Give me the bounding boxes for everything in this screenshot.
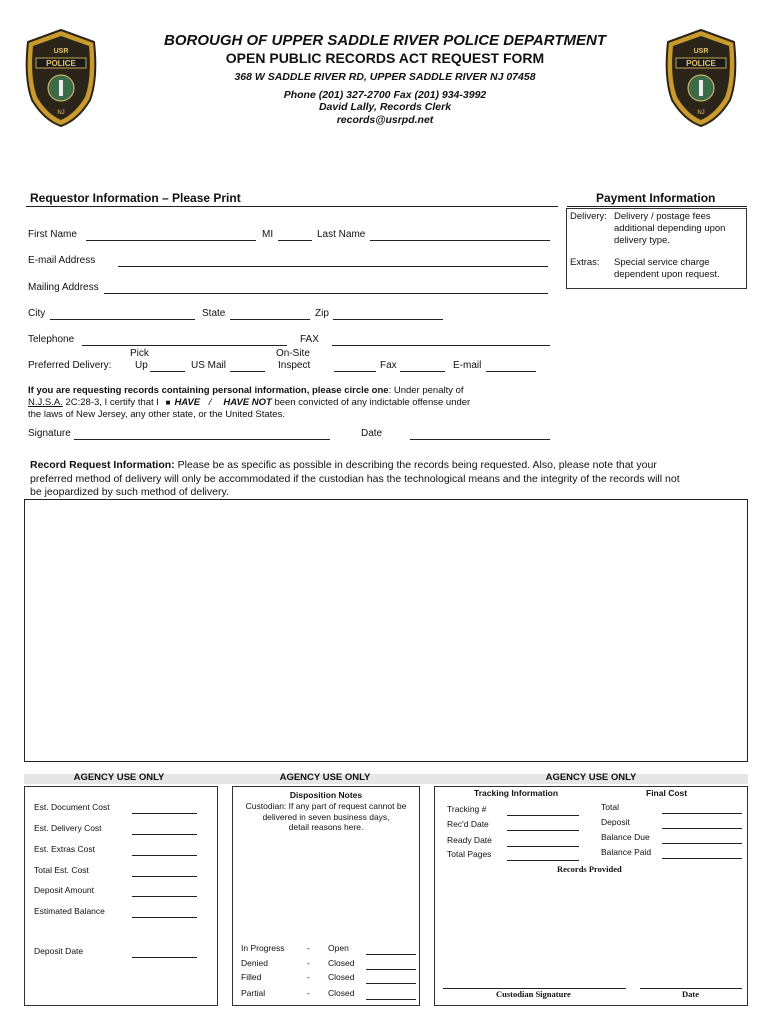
email-option-label: E-mail xyxy=(453,360,482,371)
open-field[interactable] xyxy=(366,954,416,955)
inspect-label: Inspect xyxy=(278,360,311,371)
certification-line-3: the laws of New Jersey, any other state, or the United States. xyxy=(28,409,285,420)
svg-text:POLICE: POLICE xyxy=(46,59,76,68)
closed-denied-field[interactable] xyxy=(366,969,416,970)
total-est-cost-field[interactable] xyxy=(132,876,197,877)
phone: Phone (201) 327-2700 Fax (201) 934-3992 xyxy=(283,89,487,101)
est-delivery-cost-field[interactable] xyxy=(132,834,197,835)
custodian-signature-label: Custodian Signature xyxy=(496,989,571,999)
last-name-label: Last Name xyxy=(317,229,366,240)
svg-text:POLICE: POLICE xyxy=(686,59,716,68)
mailing-field[interactable] xyxy=(104,293,548,294)
pickup-option[interactable] xyxy=(150,371,185,372)
have-not-option[interactable]: HAVE NOT xyxy=(223,397,272,408)
police-badge-right-icon xyxy=(662,28,740,128)
total-pages-field[interactable] xyxy=(507,860,579,861)
zip-label: Zip xyxy=(315,308,329,319)
signature-label: Signature xyxy=(28,428,71,439)
total-field[interactable] xyxy=(662,813,742,814)
deposit-field[interactable] xyxy=(662,828,742,829)
est-extras-cost-field[interactable] xyxy=(132,855,197,856)
payment-info-box: Delivery: Delivery / postage fees additional depending upon delivery type. Extras: Special service charge dependent upon request. xyxy=(566,208,747,289)
record-request-textarea[interactable] xyxy=(24,499,748,762)
agency-heading-2: AGENCY USE ONLY xyxy=(279,772,371,783)
mi-field[interactable] xyxy=(278,240,312,241)
inspect-option[interactable] xyxy=(334,371,376,372)
fax-option-label: Fax xyxy=(380,360,397,371)
page-title: BOROUGH OF UPPER SADDLE RIVER POLICE DEPARTMENT xyxy=(164,32,606,49)
have-option[interactable]: HAVE xyxy=(174,397,201,408)
ready-date-field[interactable] xyxy=(507,846,579,847)
telephone-label: Telephone xyxy=(28,334,75,345)
estimated-balance-field[interactable] xyxy=(132,917,197,918)
mailing-label: Mailing Address xyxy=(28,282,99,293)
fax-field[interactable] xyxy=(332,345,550,346)
balance-due-field[interactable] xyxy=(662,843,742,844)
custodian-date-label: Date xyxy=(682,989,699,999)
svg-text:NJ: NJ xyxy=(57,110,65,116)
svg-text:USR: USR xyxy=(53,48,69,55)
agency-heading-1: AGENCY USE ONLY xyxy=(73,772,165,783)
mi-label: MI xyxy=(262,229,274,240)
email: records@usrpd.net xyxy=(336,114,434,126)
svg-text:NJ: NJ xyxy=(697,110,705,116)
deposit-amount-field[interactable] xyxy=(132,896,197,897)
closed-partial-field[interactable] xyxy=(366,999,416,1000)
certification-line-1: If you are requesting records containing personal information, please circle one: Under penalty of xyxy=(28,385,464,396)
agency-heading-3: AGENCY USE ONLY xyxy=(545,772,637,783)
payment-heading: Payment Information xyxy=(596,191,716,205)
deposit-date-field[interactable] xyxy=(132,957,197,958)
pick-label: Pick xyxy=(130,348,149,359)
first-name-field[interactable] xyxy=(86,240,256,241)
date-field[interactable] xyxy=(410,439,550,440)
recd-date-field[interactable] xyxy=(507,830,579,831)
onsite-label: On-Site xyxy=(276,348,310,359)
pickup-label: Up xyxy=(135,360,148,371)
fax-label: FAX xyxy=(300,334,319,345)
city-field[interactable] xyxy=(50,319,195,320)
selected-bullet-icon: ■ xyxy=(165,398,171,407)
state-label: State xyxy=(202,308,226,319)
closed-filled-field[interactable] xyxy=(366,983,416,984)
zip-field[interactable] xyxy=(333,319,443,320)
date-label: Date xyxy=(361,428,383,439)
certification-line-2: N.J.S.A. 2C:28-3, I certify that I ■ HAVE / HAVE NOT been convicted of any indictable offense under xyxy=(28,397,471,408)
address: 368 W SADDLE RIVER RD, UPPER SADDLE RIVER NJ 07458 xyxy=(234,71,536,83)
est-document-cost-field[interactable] xyxy=(132,813,197,814)
payment-divider xyxy=(567,206,747,207)
telephone-field[interactable] xyxy=(82,345,287,346)
city-label: City xyxy=(28,308,46,319)
record-request-info: Record Request Information: Please be as specific as possible in describing the records being requested. Also, please note that your preferred method of delivery will only be accommodated if the custodian has the technological means and the integrity of the records will not be jeopardized by such method of delivery. xyxy=(30,459,680,498)
fax-option[interactable] xyxy=(400,371,445,372)
requestor-heading: Requestor Information – Please Print xyxy=(30,191,241,205)
police-badge-left-icon xyxy=(22,28,100,128)
email-label: E-mail Address xyxy=(28,255,96,266)
preferred-delivery-label: Preferred Delivery: xyxy=(28,360,112,371)
signature-field[interactable] xyxy=(74,439,330,440)
last-name-field[interactable] xyxy=(370,240,550,241)
records-provided-label: Records Provided xyxy=(557,864,622,874)
usmail-label: US Mail xyxy=(191,360,227,371)
svg-text:USR: USR xyxy=(693,48,709,55)
email-field[interactable] xyxy=(118,266,548,267)
email-option[interactable] xyxy=(486,371,536,372)
divider xyxy=(26,206,558,207)
usmail-option[interactable] xyxy=(230,371,265,372)
tracking-number-field[interactable] xyxy=(507,815,579,816)
clerk: David Lally, Records Clerk xyxy=(318,101,452,113)
balance-paid-field[interactable] xyxy=(662,858,742,859)
state-field[interactable] xyxy=(230,319,310,320)
first-name-label: First Name xyxy=(28,229,77,240)
form-title: OPEN PUBLIC RECORDS ACT REQUEST FORM xyxy=(225,50,545,66)
